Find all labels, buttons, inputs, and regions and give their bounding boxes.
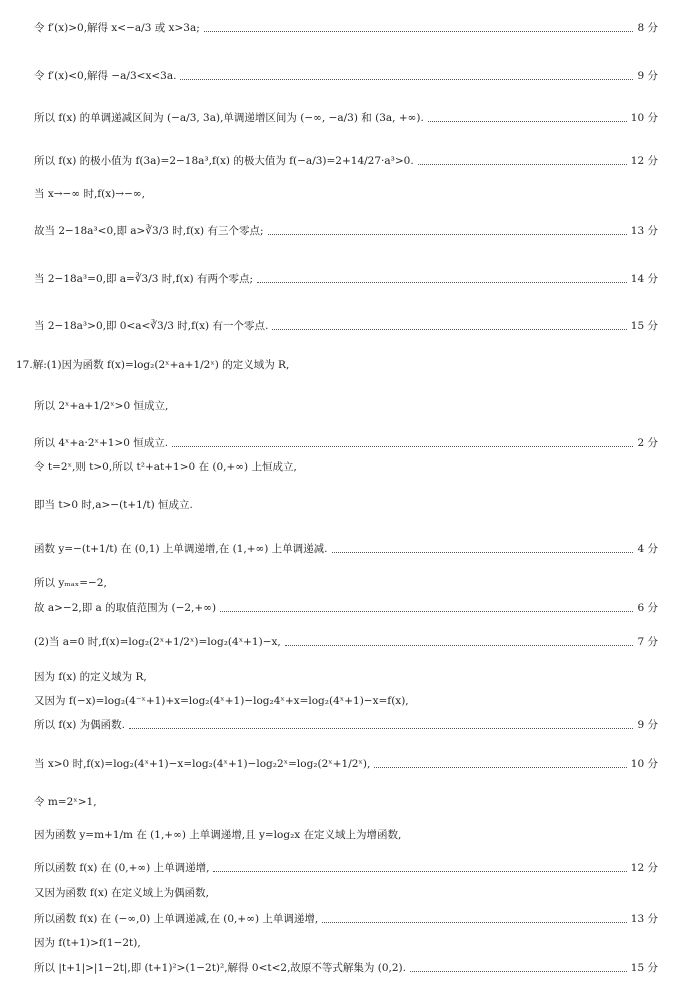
- line-text: 当 2−18a³>0,即 0<a<∛3/3 时,f(x) 有一个零点.: [34, 320, 269, 332]
- solution-line: [34, 223, 658, 238]
- solution-line: [34, 271, 658, 286]
- line-text: 所以 f(x) 的极小值为 f(3a)=2−18a³,f(x) 的极大值为 f(−a/3)=2+14/27·a³>0.: [34, 155, 414, 167]
- line-text: 即当 t>0 时,a>−(t+1/t) 恒成立.: [34, 499, 193, 511]
- line-text: 所以函数 f(x) 在 (−∞,0) 上单调递减,在 (0,+∞) 上单调递增,: [34, 913, 319, 925]
- line-text: 所以 f(x) 的单调递减区间为 (−a/3, 3a),单调递增区间为 (−∞, −a/3) 和 (3a, +∞).: [34, 112, 424, 124]
- solution-line: [34, 634, 658, 649]
- leader-dots: [257, 281, 627, 283]
- line-text: 因为函数 y=m+1/m 在 (1,+∞) 上单调递增,且 y=log₂x 在定义域上为增函数,: [34, 829, 402, 841]
- score-mark: 4 分: [637, 543, 658, 555]
- leader-dots: [268, 233, 627, 235]
- score-mark: 10 分: [630, 758, 658, 770]
- leader-dots: [180, 78, 633, 80]
- line-text: 函数 y=−(t+1/t) 在 (0,1) 上单调递增,在 (1,+∞) 上单调递减.: [34, 543, 328, 555]
- solution-line: [34, 794, 658, 809]
- line-text: 所以函数 f(x) 在 (0,+∞) 上单调递增,: [34, 862, 210, 874]
- score-mark: 12 分: [630, 155, 658, 167]
- solution-line: [34, 600, 658, 615]
- solution-line: [34, 398, 658, 413]
- line-text: 故当 2−18a³<0,即 a>∛3/3 时,f(x) 有三个零点;: [34, 225, 264, 237]
- solution-line: [34, 110, 658, 125]
- solution-line: [34, 541, 658, 556]
- line-text: 所以 yₘₐₓ=−2,: [34, 577, 107, 589]
- leader-dots: [374, 766, 626, 768]
- solution-line: [34, 575, 658, 590]
- leader-dots: [285, 644, 634, 646]
- line-text: 因为 f(t+1)>f(1−2t),: [34, 937, 141, 949]
- leader-dots: [213, 870, 626, 872]
- score-mark: 8 分: [637, 22, 658, 34]
- line-text: 令 t=2ˣ,则 t>0,所以 t²+at+1>0 在 (0,+∞) 上恒成立,: [34, 461, 297, 473]
- solution-line: [34, 68, 658, 83]
- solution-line: [34, 20, 658, 35]
- leader-dots: [129, 727, 633, 729]
- score-mark: 10 分: [630, 112, 658, 124]
- line-text: 又因为函数 f(x) 在定义域上为偶函数,: [34, 887, 210, 899]
- solution-line: [34, 497, 658, 512]
- line-text: 当 2−18a³=0,即 a=∛3/3 时,f(x) 有两个零点;: [34, 273, 253, 285]
- score-mark: 13 分: [630, 913, 658, 925]
- score-mark: 9 分: [637, 70, 658, 82]
- solution-line: [34, 318, 658, 333]
- score-mark: 7 分: [637, 636, 658, 648]
- leader-dots: [220, 610, 633, 612]
- line-text: 令 m=2ˣ>1,: [34, 796, 97, 808]
- solution-line: [34, 717, 658, 732]
- leader-dots: [428, 120, 627, 122]
- line-text: 当 x→−∞ 时,f(x)→−∞,: [34, 188, 145, 200]
- leader-dots: [410, 970, 627, 972]
- score-mark: 6 分: [637, 602, 658, 614]
- solution-line: [34, 756, 658, 771]
- solution-line: [34, 435, 658, 450]
- line-text: 所以 4ˣ+a·2ˣ+1>0 恒成立.: [34, 437, 169, 449]
- line-text: 当 x>0 时,f(x)=log₂(4ˣ+1)−x=log₂(4ˣ+1)−log₂2ˣ=log₂(2ˣ+1/2ˣ),: [34, 758, 371, 770]
- line-text: 又因为 f(−x)=log₂(4⁻ˣ+1)+x=log₂(4ˣ+1)−log₂4ˣ+x=log₂(4ˣ+1)−x=f(x),: [34, 695, 409, 707]
- line-text: 17.解:(1)因为函数 f(x)=log₂(2ˣ+a+1/2ˣ) 的定义域为 R,: [16, 359, 290, 371]
- score-mark: 12 分: [630, 862, 658, 874]
- leader-dots: [204, 30, 634, 32]
- solution-line: [34, 827, 658, 842]
- solution-line: [34, 459, 658, 474]
- solution-line: [34, 911, 658, 926]
- leader-dots: [332, 551, 634, 553]
- solution-line: [34, 960, 658, 975]
- leader-dots: [172, 445, 633, 447]
- line-text: 因为 f(x) 的定义域为 R,: [34, 671, 147, 683]
- solution-line: [34, 885, 658, 900]
- solution-line: [34, 669, 658, 684]
- solution-line: [34, 693, 658, 708]
- leader-dots: [418, 163, 627, 165]
- line-text: 令 f′(x)>0,解得 x<−a/3 或 x>3a;: [34, 22, 200, 34]
- solution-line: [34, 935, 658, 950]
- score-mark: 15 分: [630, 962, 658, 974]
- score-mark: 9 分: [637, 719, 658, 731]
- line-text: 所以 f(x) 为偶函数.: [34, 719, 126, 731]
- solution-line: [34, 186, 658, 201]
- leader-dots: [322, 921, 627, 923]
- line-text: 令 f′(x)<0,解得 −a/3<x<3a.: [34, 70, 177, 82]
- question-heading-line: [16, 357, 658, 372]
- solution-line: [34, 860, 658, 875]
- leader-dots: [272, 328, 627, 330]
- score-mark: 15 分: [630, 320, 658, 332]
- score-mark: 2 分: [637, 437, 658, 449]
- line-text: (2)当 a=0 时,f(x)=log₂(2ˣ+1/2ˣ)=log₂(4ˣ+1)−x,: [34, 636, 281, 648]
- solution-line: [34, 153, 658, 168]
- score-mark: 13 分: [630, 225, 658, 237]
- line-text: 所以 |t+1|>|1−2t|,即 (t+1)²>(1−2t)²,解得 0<t<2,故原不等式解集为 (0,2).: [34, 962, 406, 974]
- line-text: 故 a>−2,即 a 的取值范围为 (−2,+∞): [34, 602, 217, 614]
- line-text: 所以 2ˣ+a+1/2ˣ>0 恒成立,: [34, 400, 169, 412]
- score-mark: 14 分: [630, 273, 658, 285]
